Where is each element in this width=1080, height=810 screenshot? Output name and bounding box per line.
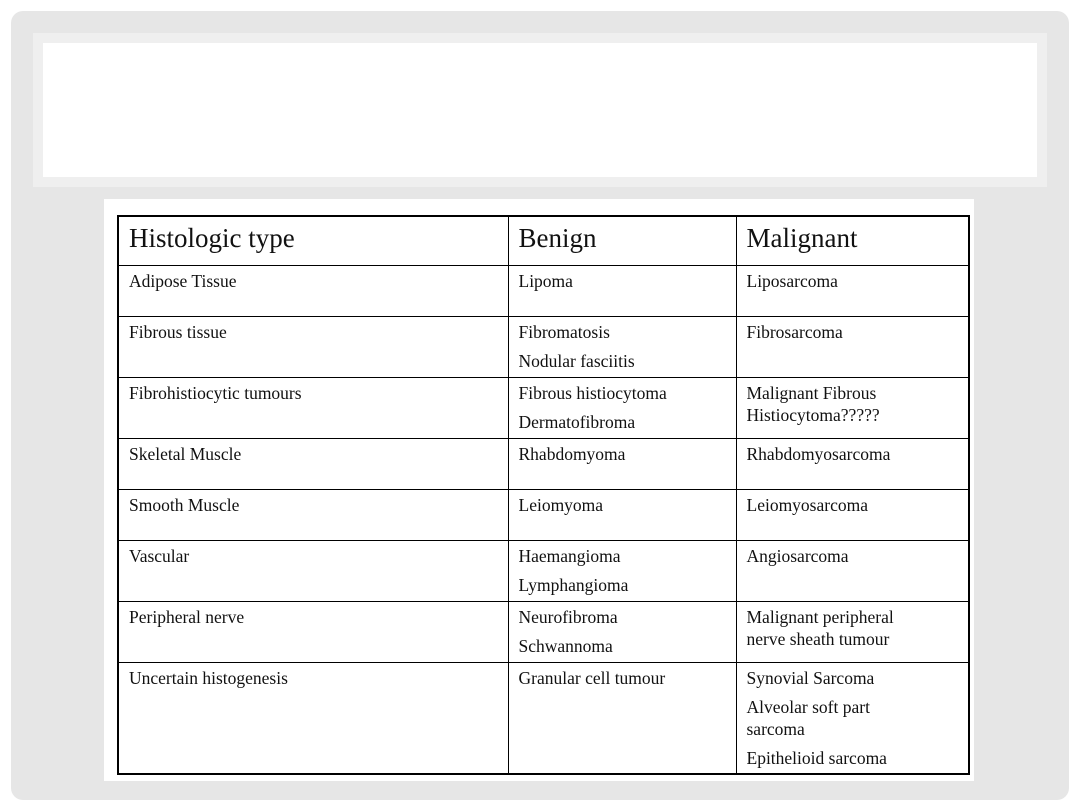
cell-type xyxy=(118,378,508,439)
header-histologic-type: Histologic type xyxy=(118,216,508,266)
cell-text: Synovial Sarcoma xyxy=(746,668,875,688)
cell-text: Malignant Fibrous xyxy=(746,383,877,403)
cell-type xyxy=(118,266,508,317)
table-row xyxy=(118,541,969,602)
cell-benign xyxy=(508,266,736,317)
cell-benign xyxy=(508,602,736,663)
cell-text: Rhabdomyosarcoma xyxy=(746,444,891,464)
cell-text: Histiocytoma????? xyxy=(746,405,880,425)
cell-malignant xyxy=(736,541,969,602)
cell-text: Malignant peripheral xyxy=(746,607,894,627)
cell-benign xyxy=(508,439,736,490)
cell-text: Uncertain histogenesis xyxy=(129,668,288,688)
cell-type xyxy=(118,490,508,541)
table-row xyxy=(118,378,969,439)
cell-malignant xyxy=(736,663,969,775)
cell-malignant xyxy=(736,317,969,378)
cell-text: Fibrohistiocytic tumours xyxy=(129,383,302,403)
cell-text: nerve sheath tumour xyxy=(746,629,890,649)
cell-text: Dermatofibroma xyxy=(518,412,636,432)
cell-text: Fibrous tissue xyxy=(129,322,227,342)
table-row xyxy=(118,317,969,378)
cell-text: Epithelioid sarcoma xyxy=(746,748,887,768)
histologic-table xyxy=(117,215,970,775)
header-malignant: Malignant xyxy=(736,216,969,266)
cell-malignant xyxy=(736,439,969,490)
cell-text: Fibrosarcoma xyxy=(746,322,843,342)
cell-benign xyxy=(508,663,736,775)
table-row xyxy=(118,266,969,317)
cell-text: Skeletal Muscle xyxy=(129,444,242,464)
cell-benign xyxy=(508,541,736,602)
cell-type xyxy=(118,541,508,602)
cell-text: Rhabdomyoma xyxy=(518,444,626,464)
cell-text: Lipoma xyxy=(518,271,573,291)
cell-malignant xyxy=(736,490,969,541)
table-row xyxy=(118,439,969,490)
cell-text: Fibromatosis xyxy=(518,322,610,342)
cell-text: Smooth Muscle xyxy=(129,495,240,515)
cell-text: Peripheral nerve xyxy=(129,607,245,627)
cell-text: Nodular fasciitis xyxy=(518,351,635,371)
cell-benign xyxy=(508,317,736,378)
cell-text: Granular cell tumour xyxy=(518,668,666,688)
title-placeholder[interactable] xyxy=(33,33,1047,187)
cell-text: Alveolar soft part xyxy=(746,697,870,717)
cell-text: Lymphangioma xyxy=(518,575,629,595)
cell-text: sarcoma xyxy=(746,719,805,739)
cell-malignant xyxy=(736,266,969,317)
cell-text: Leiomyoma xyxy=(518,495,604,515)
cell-text: Angiosarcoma xyxy=(746,546,849,566)
table-row xyxy=(118,663,969,775)
cell-type xyxy=(118,602,508,663)
cell-text: Leiomyosarcoma xyxy=(746,495,868,515)
cell-type xyxy=(118,439,508,490)
cell-malignant xyxy=(736,602,969,663)
cell-text: Liposarcoma xyxy=(746,271,838,291)
cell-type xyxy=(118,663,508,775)
cell-text: Schwannoma xyxy=(518,636,613,656)
cell-text: Adipose Tissue xyxy=(129,271,237,291)
cell-benign xyxy=(508,490,736,541)
header-row xyxy=(118,216,969,266)
cell-text: Fibrous histiocytoma xyxy=(518,383,667,403)
cell-text: Haemangioma xyxy=(518,546,621,566)
table-row xyxy=(118,602,969,663)
cell-malignant xyxy=(736,378,969,439)
cell-type xyxy=(118,317,508,378)
cell-text: Neurofibroma xyxy=(518,607,618,627)
header-benign: Benign xyxy=(508,216,736,266)
title-placeholder-inner xyxy=(43,43,1037,177)
table-frame xyxy=(104,199,974,781)
table-row xyxy=(118,490,969,541)
cell-benign xyxy=(508,378,736,439)
cell-text: Vascular xyxy=(129,546,190,566)
slide xyxy=(11,11,1069,800)
